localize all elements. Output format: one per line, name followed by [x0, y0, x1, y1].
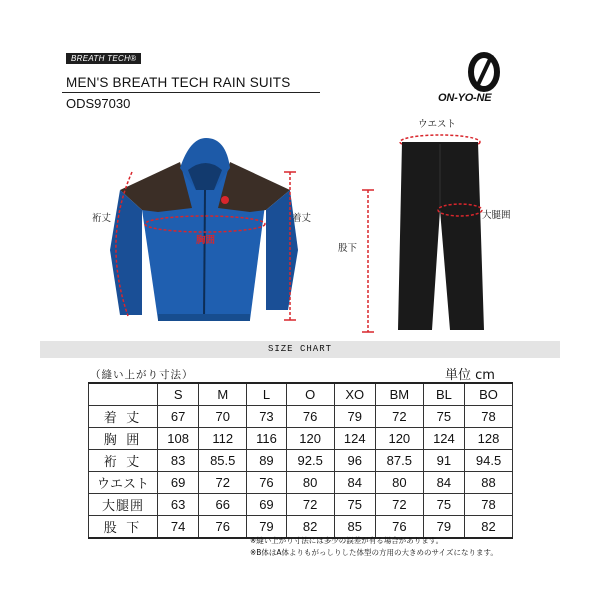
size-header-cell: S [158, 383, 199, 406]
size-header-row [89, 383, 513, 406]
table-cell: 66 [199, 494, 247, 516]
table-cell: 116 [247, 428, 287, 450]
brand-name: ON-YO-NE [438, 92, 492, 104]
table-row [89, 472, 513, 494]
table-cell: 79 [423, 516, 464, 539]
row-label: ウエスト [89, 472, 158, 494]
breath-tech-badge: BREATH TECH® [66, 53, 141, 64]
table-cell: 75 [334, 494, 375, 516]
table-cell: 96 [334, 450, 375, 472]
table-cell: 63 [158, 494, 199, 516]
table-cell: 91 [423, 450, 464, 472]
size-header-cell: BM [375, 383, 423, 406]
corner-cell [89, 383, 158, 406]
table-cell: 75 [423, 406, 464, 428]
table-cell: 78 [465, 494, 513, 516]
size-header-cell: BL [423, 383, 464, 406]
table-cell: 124 [334, 428, 375, 450]
table-cell: 72 [375, 406, 423, 428]
table-cell: 84 [423, 472, 464, 494]
footnote-b-fit: ※B体はA体よりもがっしりした体型の方用の大きめのサイズになります。 [250, 548, 498, 557]
table-cell: 76 [199, 516, 247, 539]
size-header-cell: XO [334, 383, 375, 406]
size-header-cell: L [247, 383, 287, 406]
table-cell: 112 [199, 428, 247, 450]
table-cell: 76 [247, 472, 287, 494]
table-cell: 69 [247, 494, 287, 516]
size-chart-header: SIZE CHART [40, 341, 560, 358]
table-cell: 124 [423, 428, 464, 450]
table-cell: 84 [334, 472, 375, 494]
table-cell: 76 [286, 406, 334, 428]
sleeve-length-label: 裄丈 [92, 213, 112, 224]
table-cell: 108 [158, 428, 199, 450]
row-label: 裄 丈 [89, 450, 158, 472]
table-cell: 85 [334, 516, 375, 539]
table-cell: 76 [375, 516, 423, 539]
table-cell: 67 [158, 406, 199, 428]
row-label: 着 丈 [89, 406, 158, 428]
size-table [88, 382, 513, 539]
table-cell: 83 [158, 450, 199, 472]
table-cell: 80 [286, 472, 334, 494]
table-cell: 82 [465, 516, 513, 539]
table-cell: 72 [375, 494, 423, 516]
table-cell: 85.5 [199, 450, 247, 472]
table-cell: 69 [158, 472, 199, 494]
chest-label: 胸囲 [196, 235, 216, 246]
brand-logo-icon [462, 52, 506, 92]
pants-illustration [360, 120, 540, 340]
table-cell: 82 [286, 516, 334, 539]
table-cell: 79 [334, 406, 375, 428]
table-cell: 73 [247, 406, 287, 428]
size-header-cell: M [199, 383, 247, 406]
table-cell: 92.5 [286, 450, 334, 472]
table-cell: 78 [465, 406, 513, 428]
table-cell: 94.5 [465, 450, 513, 472]
title-divider [62, 92, 320, 93]
waist-label: ウエスト [418, 119, 457, 130]
table-cell: 72 [286, 494, 334, 516]
table-cell: 120 [286, 428, 334, 450]
thigh-label: 大腿囲 [482, 210, 511, 221]
size-header-cell: BO [465, 383, 513, 406]
table-caption: （縫い上がり寸法） [90, 369, 194, 381]
table-cell: 75 [423, 494, 464, 516]
table-cell: 87.5 [375, 450, 423, 472]
table-cell: 70 [199, 406, 247, 428]
inseam-label: 股下 [338, 243, 358, 254]
table-cell: 74 [158, 516, 199, 539]
row-label: 大腿囲 [89, 494, 158, 516]
table-cell: 88 [465, 472, 513, 494]
size-header-cell: O [286, 383, 334, 406]
table-cell: 120 [375, 428, 423, 450]
footnote-tolerance: ※縫い上がり寸法には多少の誤差が有る場合があります。 [250, 536, 444, 545]
product-code: ODS97030 [66, 96, 131, 111]
table-cell: 79 [247, 516, 287, 539]
unit-note: 単位 cm [445, 368, 495, 383]
table-row [89, 428, 513, 450]
table-cell: 128 [465, 428, 513, 450]
table-row [89, 406, 513, 428]
body-length-label: 着丈 [292, 213, 312, 224]
row-label: 胸 囲 [89, 428, 158, 450]
row-label: 股 下 [89, 516, 158, 539]
table-cell: 80 [375, 472, 423, 494]
product-title: MEN'S BREATH TECH RAIN SUITS [66, 75, 291, 90]
table-row [89, 450, 513, 472]
table-cell: 89 [247, 450, 287, 472]
table-row [89, 494, 513, 516]
table-cell: 72 [199, 472, 247, 494]
